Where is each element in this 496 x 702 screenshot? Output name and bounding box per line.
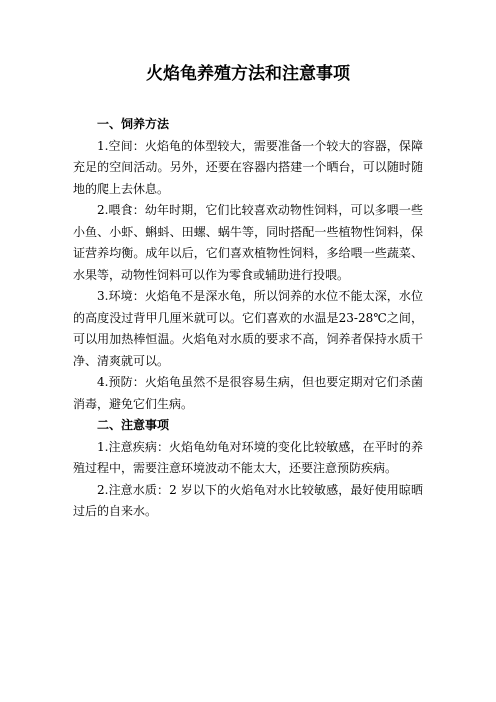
document-title: 火焰龟养殖方法和注意事项: [146, 64, 350, 84]
paragraph-prevention: 4.预防：火焰龟虽然不是很容易生病，但也要定期对它们杀菌消毒，避免它们生病。: [73, 375, 423, 411]
section-heading: 二、注意事项: [97, 418, 170, 432]
paragraph-disease: 1.注意疾病：火焰龟幼龟对环境的变化比较敏感，在平时的养殖过程中，需要注意环境波动不能太大，还要注意预防疾病。: [73, 439, 423, 475]
paragraph-feeding: 2.喂食：幼年时期，它们比较喜欢动物性饲料，可以多喂一些小鱼、小虾、蝌蚪、田螺、蜗牛等，同时搭配一些植物性饲料，保证营养均衡。成年以后，它们喜欢植物性饲料，多给喂一些蔬菜、水果等，动物性饲料可以作为零食或辅助进行投喂。: [73, 203, 423, 282]
section-feeding-methods: [73, 114, 423, 415]
paragraph-space: 1.空间：火焰龟的体型较大，需要准备一个较大的容器，保障充足的空间活动。另外，还要在容器内搭建一个晒台，可以随时随地的爬上去休息。: [73, 138, 423, 196]
section-precautions: [73, 415, 423, 523]
section-heading: 一、饲养方法: [97, 117, 170, 131]
paragraph-environment: 3.环境：火焰龟不是深水龟，所以饲养的水位不能太深，水位的高度没过背甲几厘米就可以。它们喜欢的水温是23-28℃之间，可以用加热棒恒温。火焰龟对水质的要求不高，饲养者保持水质干净、清爽就可以。: [73, 289, 423, 368]
paragraph-water-quality: 2.注意水质：2 岁以下的火焰龟对水比较敏感，最好使用晾晒过后的自来水。: [73, 482, 423, 518]
